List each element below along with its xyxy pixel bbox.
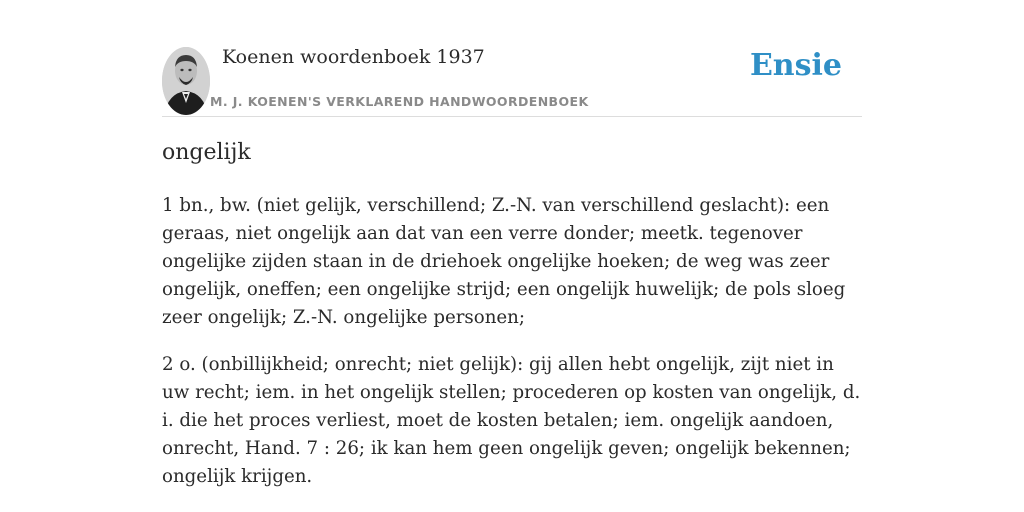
definition-paragraph: 1 bn., bw. (niet gelijk, verschillend; Z.-N. van verschillend geslacht): een geraas, niet ongelijk aan dat van een verre donder; meetk. tegenover ongelijke zijden staan in de driehoek ongelijke hoeken; de weg was zeer ongelijk, oneffen; een ongelijke strijd; een ongelijk huwelijk; de pols sloeg zeer ongelijk; Z.-N. ongelijke personen; (162, 195, 846, 328)
book-subtitle: M. J. KOENEN'S VERKLAREND HANDWOORDENBOEK (210, 94, 589, 109)
entry-headword: ongelijk (162, 140, 251, 165)
author-portrait (162, 47, 210, 115)
book-title[interactable]: Koenen woordenboek 1937 (222, 46, 485, 68)
page-content (162, 0, 862, 487)
ensie-logo-link[interactable]: Ensie (749, 48, 842, 83)
definition-paragraph: 2 o. (onbillijkheid; onrecht; niet gelijk): gij allen hebt ongelijk, zijt niet in uw recht; iem. in het ongelijk stellen; procederen op kosten van ongelijk, d. i. die het proces verliest, moet de kosten betalen; iem. ongelijk aandoen, onrecht, Hand. 7 : 26; ik kan hem geen ongelijk geven; ongelijk bekennen; ongelijk krijgen. (162, 354, 861, 487)
entry-definitions (162, 192, 862, 510)
dictionary-header (162, 0, 862, 117)
